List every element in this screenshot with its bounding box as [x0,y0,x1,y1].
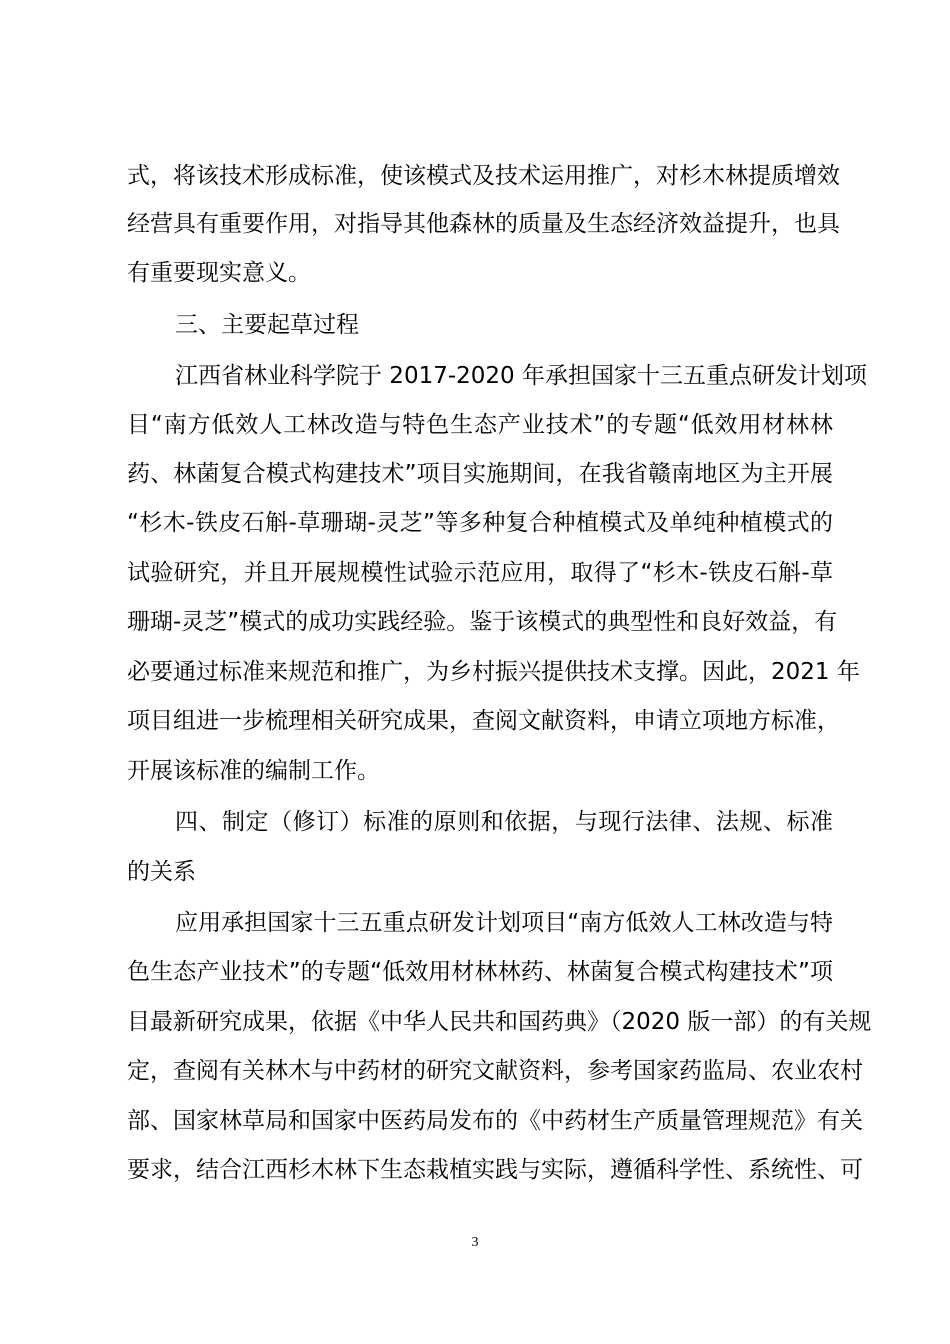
body-text-line: 江西省林业科学院于 2017-2020 年承担国家十三五重点研发计划项 [175,363,867,389]
body-text-line: 开展该标准的编制工作。 [127,758,380,784]
body-text-line: 药、林菌复合模式构建技术”项目实施期间，在我省赣南地区为主开展 [127,461,833,487]
body-text-line: 必要通过标准来规范和推广，为乡村振兴提供技术支撑。因此，2021 年 [127,659,860,685]
section-heading-4-continued: 的关系 [127,859,196,885]
body-text-line: 要求，结合江西杉木林下生态栽植实践与实际，遵循科学性、系统性、可 [127,1157,863,1183]
body-text-line: 经营具有重要作用，对指导其他森林的质量及生态经济效益提升，也具 [127,211,840,237]
body-text-line: 珊瑚-灵芝”模式的成功实践经验。鉴于该模式的典型性和良好效益，有 [127,609,838,635]
body-text-line: “杉木-铁皮石斛-草珊瑚-灵芝”等多种复合种植模式及单纯种植模式的 [127,510,833,536]
section-heading-3: 三、主要起草过程 [175,312,359,338]
body-text-line: 应用承担国家十三五重点研发计划项目“南方低效人工林改造与特 [175,910,833,936]
body-text-line: 色生态产业技术”的专题“低效用材林林药、林菌复合模式构建技术”项 [127,959,833,985]
page-number: 3 [471,1235,479,1250]
body-text-line: 定，查阅有关林木与中药材的研究文献资料，参考国家药监局、农业农村 [127,1058,863,1084]
body-text-line: 部、国家林草局和国家中医药局发布的《中药材生产质量管理规范》有关 [127,1108,863,1134]
section-heading-4: 四、制定（修订）标准的原则和依据，与现行法律、法规、标准 [175,809,833,835]
body-text-line: 目“南方低效人工林改造与特色生态产业技术”的专题“低效用材林林 [127,412,833,438]
body-text-line: 目最新研究成果，依据《中华人民共和国药典》（2020 版一部）的有关规 [127,1009,872,1035]
body-text-line: 项目组进一步梳理相关研究成果，查阅文献资料，申请立项地方标准， [127,708,840,734]
body-text-line: 试验研究，并且开展规模性试验示范应用，取得了“杉木-铁皮石斛-草 [127,560,833,586]
body-text-line: 有重要现实意义。 [127,260,311,286]
body-text-line: 式，将该技术形成标准，使该模式及技术运用推广，对杉木林提质增效 [127,163,840,189]
